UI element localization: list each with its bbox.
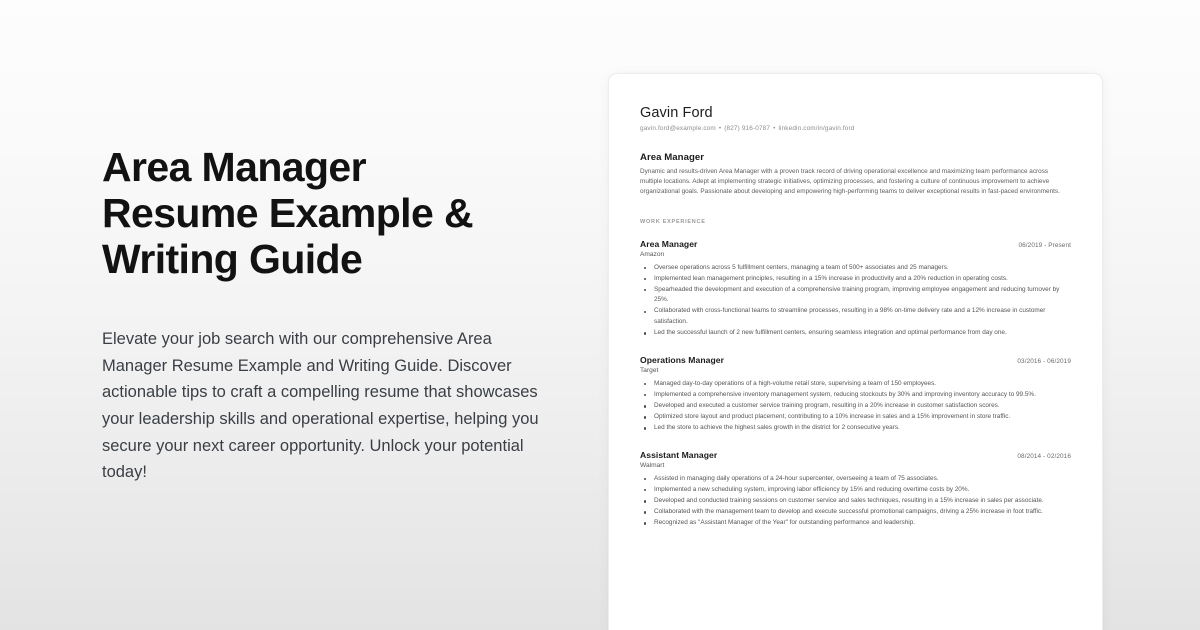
resume-section-label-work-experience: WORK EXPERIENCE	[640, 218, 706, 225]
resume-job-bullet: Oversee operations across 5 fulfillment centers, managing a team of 500+ associates and 25 managers.	[640, 263, 1071, 274]
resume-job-title: Assistant Manager	[640, 449, 718, 460]
resume-job-bullet-list	[640, 474, 1071, 529]
resume-email: gavin.ford@example.com	[640, 125, 716, 132]
page-title: Area Manager Resume Example & Writing Guide	[102, 144, 473, 283]
resume-work-experience-list	[640, 239, 1071, 529]
resume-job-bullet: Developed and executed a customer service training program, resulting in a 20% increase in customer satisfaction scores.	[640, 401, 1071, 412]
resume-job-bullet: Led the successful launch of 2 new fulfillment centers, ensuring seamless integration and optimal performance from day one.	[640, 328, 1071, 339]
resume-phone: (827) 916-0787	[724, 125, 771, 132]
resume-job-dates: 03/2016 - 06/2019	[1017, 357, 1071, 365]
resume-job-bullet: Collaborated with the management team to develop and execute successful promotional campaigns, driving a 25% increase in foot traffic.	[640, 507, 1071, 518]
resume-candidate-name: Gavin Ford	[640, 105, 713, 121]
resume-job-bullet: Led the store to achieve the highest sales growth in the district for 2 consecutive years.	[640, 423, 1071, 434]
resume-job-entry	[640, 450, 1071, 529]
resume-job-entry	[640, 239, 1071, 339]
resume-job-bullet: Recognized as "Assistant Manager of the Year" for outstanding performance and leadership.	[640, 518, 1071, 529]
contact-separator-1: •	[718, 125, 722, 132]
resume-job-bullet: Implemented a new scheduling system, improving labor efficiency by 15% and reducing overtime costs by 20%.	[640, 485, 1071, 496]
resume-job-entry	[640, 355, 1071, 434]
resume-job-bullet: Spearheaded the development and execution of a comprehensive training program, improving employee engagement and reducing turnover by 25%.	[640, 285, 1071, 306]
resume-job-header	[640, 450, 1071, 460]
resume-job-bullet-list	[640, 263, 1071, 339]
resume-job-title: Area Manager	[640, 238, 698, 249]
resume-job-bullet: Managed day-to-day operations of a high-volume retail store, supervising a team of 150 employees.	[640, 379, 1071, 390]
resume-job-bullet: Optimized store layout and product placement, contributing to a 10% increase in sales and a 15% improvement in store traffic.	[640, 412, 1071, 423]
resume-preview-card[interactable]	[608, 73, 1103, 630]
resume-job-bullet: Implemented lean management principles, resulting in a 15% increase in productivity and a 20% reduction in operating costs.	[640, 274, 1071, 285]
resume-job-bullet: Developed and conducted training sessions on customer service and sales techniques, resulting in a 15% increase in sales per associate.	[640, 496, 1071, 507]
resume-job-bullet: Assisted in managing daily operations of a 24-hour supercenter, overseeing a team of 75 associates.	[640, 474, 1071, 485]
resume-job-bullet: Implemented a comprehensive inventory management system, reducing stockouts by 30% and improving inventory accuracy to 99.5%.	[640, 390, 1071, 401]
resume-job-title: Operations Manager	[640, 354, 724, 365]
resume-job-dates: 06/2019 - Present	[1018, 241, 1071, 249]
resume-job-company: Walmart	[640, 461, 665, 469]
resume-job-header	[640, 239, 1071, 249]
page-description: Elevate your job search with our comprehensive Area Manager Resume Example and Writing Guide. Discover actionable tips to craft a compelling resume that showcases your leadership skills and operational expertise, helping you secure your next career opportunity. Unlock your potential today!	[102, 330, 539, 482]
contact-separator-2: •	[773, 125, 776, 132]
resume-job-header	[640, 355, 1071, 365]
resume-job-company: Amazon	[640, 250, 665, 258]
marketing-panel	[102, 0, 572, 630]
resume-job-company: Target	[640, 366, 659, 374]
resume-contact-line	[640, 125, 1071, 132]
resume-summary-title: Area Manager	[640, 152, 705, 163]
resume-summary-text: Dynamic and results-driven Area Manager with a proven track record of driving operational excellence and maximizing team performance across multiple locations. Adept at implementing strategic initiatives, optimizing processes, and fostering a culture of continuous improvement to achieve organizational goals. Passionate about developing and empowering high-performing teams to deliver exceptional results in fast-paced environments.	[640, 168, 1060, 196]
resume-job-dates: 08/2014 - 02/2016	[1017, 452, 1071, 460]
resume-linkedin: linkedin.com/in/gavin.ford	[778, 125, 855, 132]
resume-job-bullet: Collaborated with cross-functional teams to streamline processes, resulting in a 98% on-time delivery rate and a 12% increase in customer satisfaction.	[640, 306, 1071, 327]
resume-job-bullet-list	[640, 379, 1071, 434]
